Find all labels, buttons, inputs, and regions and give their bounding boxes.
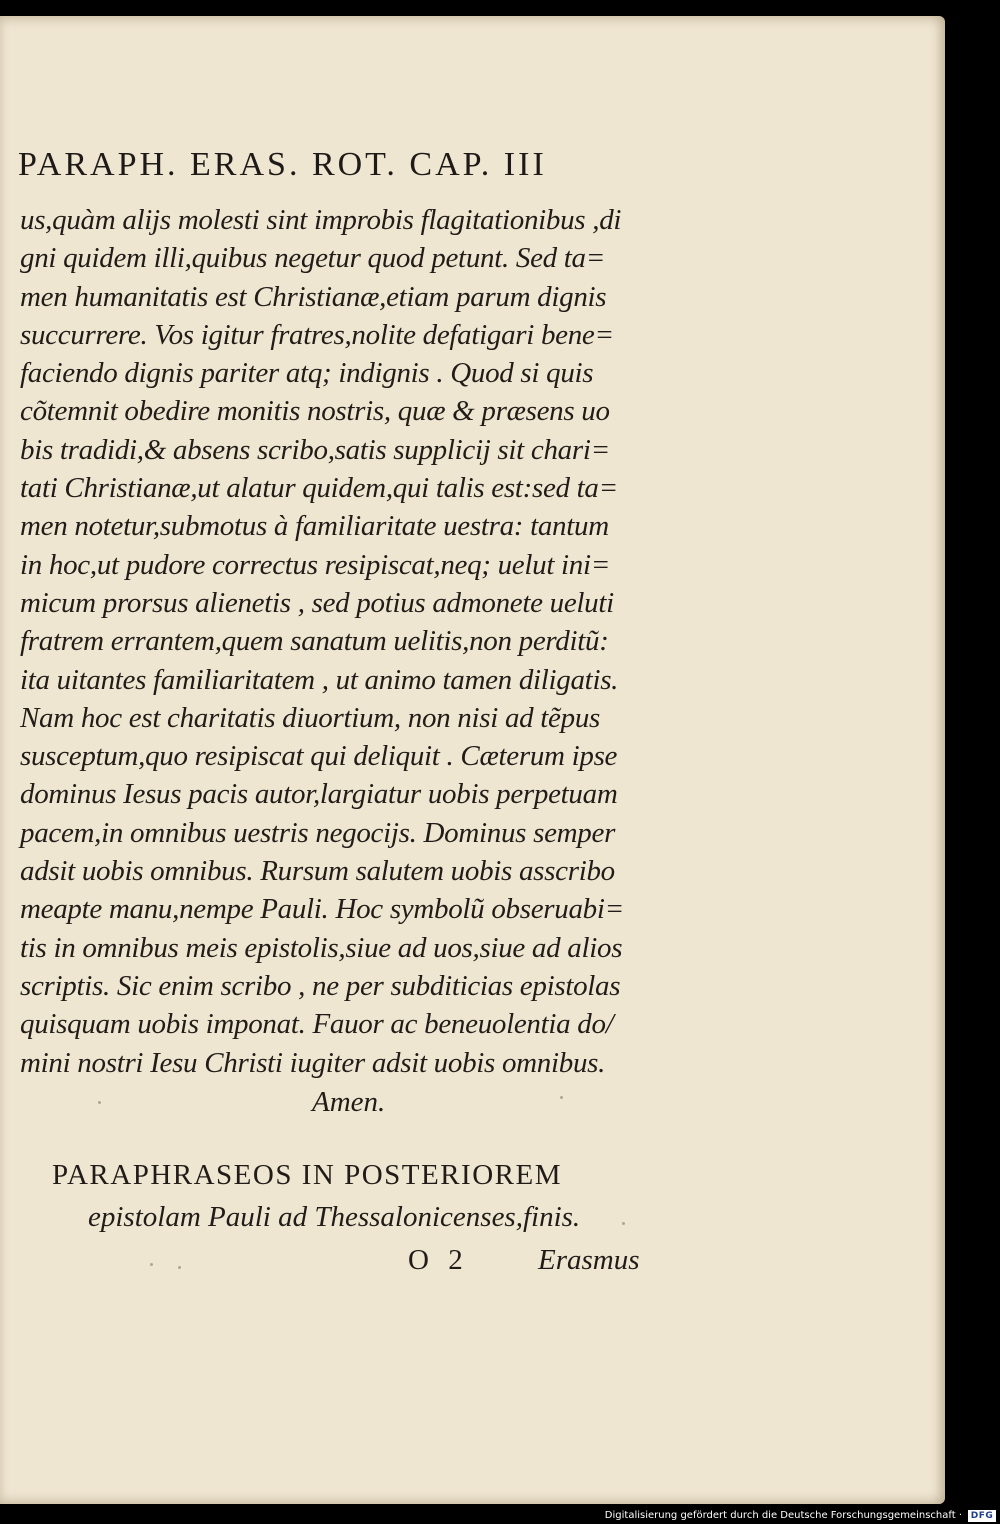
text-line: faciendo dignis pariter atq; indignis . Quod si quis bbox=[20, 357, 594, 390]
text-line: bis tradidi,& absens scribo,satis supplicij sit chari= bbox=[20, 433, 610, 466]
text-line: tis in omnibus meis epistolis,siue ad uos,siue ad alios bbox=[20, 931, 623, 964]
text-line: cõtemnit obedire monitis nostris, quæ & præsens uo bbox=[20, 395, 610, 428]
text-line: succurrere. Vos igitur fratres,nolite defatigari bene= bbox=[20, 318, 614, 351]
text-line: scriptis. Sic enim scribo , ne per subditicias epistolas bbox=[20, 969, 621, 1002]
text-line: mini nostri Iesu Christi iugiter adsit uobis omnibus. bbox=[20, 1046, 606, 1079]
paper-speck bbox=[560, 1096, 563, 1099]
text-line: men humanitatis est Christianæ,etiam parum dignis bbox=[20, 280, 607, 313]
text-line: men notetur,submotus à familiaritate uestra: tantum bbox=[20, 510, 609, 543]
catchword: Erasmus bbox=[538, 1244, 640, 1276]
amen-line: Amen. bbox=[312, 1086, 386, 1118]
running-head: PARAPH. ERAS. ROT. CAP. III bbox=[18, 146, 547, 183]
text-line: adsit uobis omnibus. Rursum salutem uobis asscribo bbox=[20, 855, 615, 888]
text-line: susceptum,quo resipiscat qui deliquit . Cæterum ipse bbox=[20, 740, 618, 773]
text-line: us,quàm alijs molesti sint improbis flagitationibus ,di bbox=[20, 204, 622, 236]
text-line: micum prorsus alienetis , sed potius admonete ueluti bbox=[20, 586, 614, 619]
colophon-subline: epistolam Pauli ad Thessalonicenses,finis. bbox=[88, 1201, 581, 1233]
text-line: quisquam uobis imponat. Fauor ac beneuolentia do/ bbox=[20, 1008, 614, 1041]
colophon-heading: PARAPHRASEOS IN POSTERIOREM bbox=[52, 1159, 562, 1191]
signature-mark: O 2 bbox=[408, 1244, 469, 1276]
paper-speck bbox=[150, 1263, 153, 1266]
dfg-logo: DFG bbox=[968, 1510, 996, 1522]
body-text bbox=[20, 201, 650, 1082]
text-line: in hoc,ut pudore correctus resipiscat,neq; uelut ini= bbox=[20, 548, 611, 581]
text-line: dominus Iesus pacis autor,largiatur uobis perpetuam bbox=[20, 778, 618, 811]
paper-speck bbox=[178, 1266, 181, 1269]
book-page bbox=[0, 16, 945, 1504]
paper-speck bbox=[622, 1222, 625, 1225]
text-line: meapte manu,nempe Pauli. Hoc symbolũ obseruabi= bbox=[20, 893, 624, 926]
text-line: tati Christianæ,ut alatur quidem,qui talis est:sed ta= bbox=[20, 472, 618, 505]
digitization-credit: Digitalisierung gefördert durch die Deutsche Forschungsgemeinschaft · bbox=[604, 1510, 962, 1521]
text-line: fratrem errantem,quem sanatum uelitis,non perditũ: bbox=[20, 625, 609, 658]
paper-speck bbox=[98, 1101, 101, 1104]
text-line: Nam hoc est charitatis diuortium, non nisi ad tẽpus bbox=[20, 701, 601, 734]
text-line: ita uitantes familiaritatem , ut animo tamen diligatis. bbox=[20, 663, 619, 696]
text-line: gni quidem illi,quibus negetur quod petunt. Sed ta= bbox=[20, 242, 606, 275]
text-line: pacem,in omnibus uestris negocijs. Dominus semper bbox=[20, 816, 616, 849]
